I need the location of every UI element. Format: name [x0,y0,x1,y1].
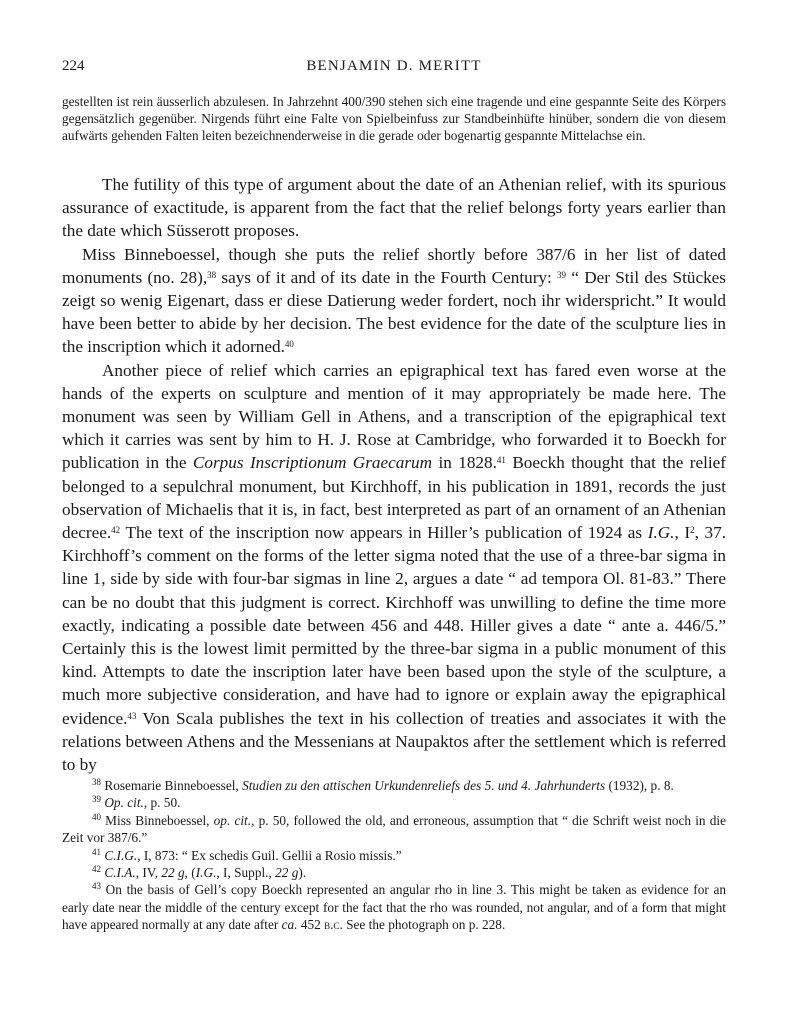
page-header [62,58,726,80]
footnote-41: $^{41}$ C.I.G., I, 873: “ Ex schedis Guil. Gellii a Rosio missis.” [92,846,402,863]
page-number: 224 [62,58,85,74]
footnote-ref-42[interactable]: 42 [111,525,121,536]
paragraph-2: Miss Binneboessel, though she puts the relief shortly before 387/6 in her list of dated monuments (no. 28),$^{38}$ says of it and of its date in the Fourth Century: $^{39}$ “ Der Stil des Stückes zeigt so wenig Eigenart, dass er diese Datierung weder fordert, noch ihr widerspricht.” It would have been better to abide by her decision. The best evidence for the date of the sculpture lies in the inscription which it adorned.$^{40}$ [62,244,726,357]
footnote-40: $^{40}$ Miss Binneboessel, op. cit., p. 50, followed the old, and erroneous, assumption that “ die Schrift weist noch in die Zeit vor 387/6.” [62,811,726,846]
footnote-ref-38[interactable]: 38 [207,269,217,280]
footnote-38: $^{38}$ Rosemarie Binneboessel, Studien zu den attischen Urkundenreliefs des 5. und 4. Jahrhunderts (1932), p. 8. [92,777,674,793]
footnote-43: $^{43}$ On the basis of Gell’s copy Boeckh represented an angular rho in line 3. This might be taken as evidence for an early date near the middle of the century except for the fact that the rho was rounded, not angular, and of a form that might have appeared normally at any date after ca. 452 b.c. See the photograph on p. 228. [62,881,726,933]
paragraph-3: Another piece of relief which carries an epigraphical text has fared even worse at the hands of the experts on sculpture and mention of it may appropriately be made here. The monument was seen by William Gell in Athens, and a transcription of the epigraphical text which it carries was sent by him to H. J. Rose at Cambridge, who forwarded it to Boeckh for publication in the Corpus Inscriptionum Graecarum in 1828.41 Boeckh thought that the relief belonged to a sepulchral monument, but Kirchhoff, in his publication in 1891, records the just observation of Michaelis that it is, in fact, best interpreted as part of an ornament of an Athenian decree.$^{42}$ The text of the inscription now appears in Hiller’s publication of 1924 as I.G., $I^2$, 37. Kirchhoff’s comment on the forms of the letter sigma noted that the use of a three-bar sigma in line 1, side by side with four-bar sigmas in line 2, argues a date “ ad tempora Ol. 81-83.” There can be no doubt that this judgment is correct. Kirchhoff was unwilling to define the time more exactly, indicating a possible date between 456 and 448. Hiller gives a date “ ante a. 446/5.” Certainly this is the lowest limit permitted by the three-bar sigma in a public monument of this kind. Attempts to date the inscription later have been based upon the style of the sculpture, a much more subjective consideration, and have had to ignore or explain away the epigraphical evidence.$^{43}$ Von Scala publishes the text in his collection of treaties and associates it with the relations between Athens and the Messenians at Naupaktos after the settlement which is referred to by [62,360,727,775]
footnote-ref-39[interactable]: 39 [557,269,567,280]
edition-superscript: 2 [690,525,695,536]
running-head: BENJAMIN D. MERITT [306,58,482,74]
corpus-title: Corpus Inscriptionum Graecarum [192,453,433,473]
footnote-ref-41[interactable]: 41 [496,455,506,466]
main-text [62,173,726,776]
paragraph-1: The futility of this type of argument about the date of an Athenian relief, with its spurious assurance of exactitude, is apparent from the fact that the relief belongs forty years earlier than the date which Süsserott proposes. [62,175,726,241]
footnote-ref-40[interactable]: 40 [284,339,294,350]
quoted-german-text: gestellten ist rein äusserlich abzulesen. In Jahrzehnt 400/390 stehen sich eine tragende und eine gespannte Seite des Körpers gegensätzlich gegenüber. Nirgends führt eine Falte von Spielbeinfuss zur Standbeinhüfte hinüber, sondern die von diesem aufwärts gehenden Falten leiten bezeichnenderweise in die gerade oder bogenartig gespannte Mittelachse ein. [62,94,726,143]
footnote-42: $^{42}$ C.I.A., IV, 22 g, (I.G., I, Suppl., 22 g). [92,864,307,881]
footnotes [62,777,726,934]
footnote-ref-43[interactable]: 43 [127,710,137,721]
ig-abbrev: I.G. [647,523,675,543]
footnote-39: $^{39}$ Op. cit., p. 50. [92,794,181,811]
